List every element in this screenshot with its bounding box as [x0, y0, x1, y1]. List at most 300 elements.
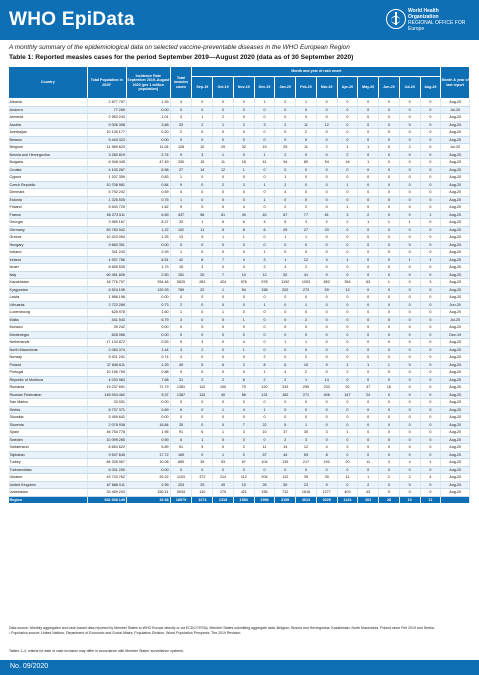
table-cell: Aug-20 [441, 99, 470, 107]
table-row [9, 159, 470, 167]
table-cell: Aug-20 [441, 436, 470, 444]
table-cell: 0 [399, 204, 420, 212]
table-row [9, 279, 470, 287]
table-cell: 61 [316, 211, 337, 219]
table-cell: 0 [316, 436, 337, 444]
table-cell: 2 963 243 [87, 114, 126, 122]
table-cell: 1 [254, 196, 275, 204]
table-cell: 169 [170, 451, 192, 459]
region-total-row [9, 496, 470, 503]
total-cell: 1274 [192, 496, 213, 503]
table-cell: Aug-20 [441, 391, 470, 399]
table-cell: 0 [420, 421, 441, 429]
table-cell: 0 [254, 189, 275, 197]
table-cell: 7 [213, 271, 234, 279]
table-cell: 0 [337, 339, 358, 347]
table-cell: 0 [316, 339, 337, 347]
app-title: WHO EpiData [9, 9, 135, 30]
table-cell: Aug-20 [441, 339, 470, 347]
col-population: Total Population in 2020¹ [87, 67, 126, 99]
country-cell: Iceland [9, 249, 88, 257]
table-cell: Aug-20 [441, 166, 470, 174]
table-cell: 0 [337, 234, 358, 242]
table-cell: 1 [254, 369, 275, 377]
table-cell: 0 [233, 241, 254, 249]
table-cell: 0 [275, 309, 296, 317]
table-cell: 0 [233, 151, 254, 159]
table-row [9, 219, 470, 227]
table-cell: 0.73 [126, 301, 170, 309]
table-cell: 1 [213, 309, 234, 317]
table-cell: 6.58 [126, 166, 170, 174]
table-cell: 0 [316, 301, 337, 309]
col-month: Feb-20 [296, 77, 317, 99]
table-cell: 0 [192, 181, 213, 189]
table-cell: 0 [254, 436, 275, 444]
table-cell: 0 [233, 301, 254, 309]
table-cell: 10 423 054 [87, 234, 126, 242]
table-cell: 204 [254, 474, 275, 482]
table-cell: 0 [337, 294, 358, 302]
table-cell: 0 [420, 286, 441, 294]
table-cell: 60 461 826 [87, 271, 126, 279]
table-cell: 0 [358, 249, 379, 257]
table-cell: 5529 [170, 279, 192, 287]
table-cell: 3 [379, 459, 400, 467]
table-cell: 5 [192, 361, 213, 369]
table-cell: 0 [254, 241, 275, 249]
table-cell: 0 [379, 121, 400, 129]
table-cell: 0 [420, 249, 441, 257]
table-cell: 0 [379, 226, 400, 234]
table-cell: 0 [379, 106, 400, 114]
table-cell: 2 [296, 204, 317, 212]
table-cell: 0 [399, 129, 420, 137]
table-cell: 2 [379, 474, 400, 482]
table-cell: 0 [399, 136, 420, 144]
table-row [9, 256, 470, 264]
table-cell: 22 [254, 421, 275, 429]
table-cell: 1 [337, 361, 358, 369]
table-cell: 12 [296, 444, 317, 452]
table-cell: 0 [358, 196, 379, 204]
table-cell: 2 [296, 264, 317, 272]
col-month: Jun-20 [379, 77, 400, 99]
table-cell: 0.00 [126, 294, 170, 302]
who-logo-text: World Health Organization REGIONAL OFFICE FOR Europe [408, 8, 466, 32]
country-cell: Switzerland [9, 444, 88, 452]
table-cell: 39 242 [87, 324, 126, 332]
table-cell: 1.95 [126, 429, 170, 437]
table-cell: Aug-20 [441, 451, 470, 459]
table-cell: 4 [275, 189, 296, 197]
table-cell: 110 [192, 391, 213, 399]
table-cell: 0 [337, 264, 358, 272]
table-cell: 0 [275, 249, 296, 257]
total-cell: 28 [379, 496, 400, 503]
table-cell: 9.37 [126, 391, 170, 399]
table-cell: 0 [379, 99, 400, 107]
table-cell: 0 [213, 301, 234, 309]
table-cell: 1 [358, 219, 379, 227]
table-cell: 0 [316, 421, 337, 429]
col-last-report: Month & year of last report [441, 67, 470, 99]
table-cell: 4 [170, 189, 192, 197]
table-cell: 30 [316, 474, 337, 482]
table-cell: 0 [379, 444, 400, 452]
table-cell: 41 [254, 159, 275, 167]
table-cell: 0 [420, 219, 441, 227]
table-cell: 0 [254, 136, 275, 144]
table-cell: 9 [192, 234, 213, 242]
table-cell: 1003 [296, 279, 317, 287]
total-cell: 1124 [337, 496, 358, 503]
table-row [9, 286, 470, 294]
table-cell: 3 [170, 114, 192, 122]
table-cell: 0 [296, 346, 317, 354]
table-cell: 0 [213, 174, 234, 182]
table-cell: 37 846 611 [87, 361, 126, 369]
col-month: Dec-19 [254, 77, 275, 99]
table-cell: Aug-20 [441, 294, 470, 302]
table-cell: 0 [254, 114, 275, 122]
country-cell: Turkmenistan [9, 466, 88, 474]
table-cell: 0 [358, 241, 379, 249]
table-cell: 120.93 [126, 286, 170, 294]
table-cell: 52 [275, 271, 296, 279]
table-cell: 1 [213, 234, 234, 242]
table-cell: 0 [170, 466, 192, 474]
country-cell: Kyrgyzstan [9, 286, 88, 294]
table-cell: 3 280 819 [87, 151, 126, 159]
table-cell: 65 273 511 [87, 211, 126, 219]
table-cell: 0 [379, 429, 400, 437]
table-cell: 1 [233, 346, 254, 354]
table-cell: 6.79 [126, 316, 170, 324]
table-cell: 67 [233, 459, 254, 467]
table-cell: 20 [316, 226, 337, 234]
table-cell: 0 [192, 136, 213, 144]
table-cell: 0 [358, 369, 379, 377]
table-cell: 2 877 797 [87, 99, 126, 107]
country-cell: Croatia [9, 166, 88, 174]
table-cell: 0 [296, 114, 317, 122]
country-cell: Greece [9, 234, 88, 242]
table-cell: 0 [358, 256, 379, 264]
table-cell: Aug-20 [441, 136, 470, 144]
country-cell: Denmark [9, 189, 88, 197]
table-cell: 3 [170, 346, 192, 354]
table-cell: 0 [316, 136, 337, 144]
table-cell: 0 [192, 309, 213, 317]
table-cell: 2 [170, 129, 192, 137]
table-cell: 155 [254, 489, 275, 497]
table-cell: 0 [420, 166, 441, 174]
table-cell: Aug-20 [441, 421, 470, 429]
table-cell: 0 [379, 466, 400, 474]
table-cell: 30 [296, 429, 317, 437]
table-cell: 0.74 [126, 354, 170, 362]
table-cell: 18 776 707 [87, 279, 126, 287]
table-cell: 10 196 709 [87, 369, 126, 377]
table-cell: 0 [254, 414, 275, 422]
table-cell: 0.75 [126, 196, 170, 204]
table-cell: 0 [296, 406, 317, 414]
country-cell: North Macedonia [9, 346, 88, 354]
table-cell: 0 [379, 309, 400, 317]
table-cell: 0 [192, 331, 213, 339]
table-cell: 12 [316, 121, 337, 129]
table-cell: 1 [213, 406, 234, 414]
table-cell: 1.60 [126, 309, 170, 317]
table-cell: 0 [233, 174, 254, 182]
table-cell: 49 [213, 481, 234, 489]
table-cell: 0 [358, 136, 379, 144]
col-month: Jan-20 [275, 77, 296, 99]
table-cell: 0 [233, 136, 254, 144]
table-cell: 3 [254, 256, 275, 264]
table-row [9, 136, 470, 144]
table-cell: 0 [420, 174, 441, 182]
table-cell: 26 [254, 481, 275, 489]
table-cell: 9 [316, 271, 337, 279]
table-cell: 0 [399, 151, 420, 159]
table-cell: 59 [316, 286, 337, 294]
table-cell: 0 [275, 414, 296, 422]
table-cell: 4 [170, 354, 192, 362]
table-cell: 0 [233, 466, 254, 474]
table-cell: 1 [337, 256, 358, 264]
table-cell: 0.00 [126, 399, 170, 407]
table-cell: 0 [420, 189, 441, 197]
table-cell: 217 [296, 459, 317, 467]
table-cell: 0 [337, 196, 358, 204]
table-cell: 0 [213, 189, 234, 197]
table-row [9, 339, 470, 347]
table-cell: 8 [316, 451, 337, 459]
table-cell: 1 [170, 249, 192, 257]
table-cell: 233 [316, 384, 337, 392]
table-cell: 0 [296, 136, 317, 144]
table-row [9, 211, 470, 219]
table-cell: 0 [316, 189, 337, 197]
table-cell: 1 [358, 361, 379, 369]
country-cell: Georgia [9, 219, 88, 227]
table-cell: 0 [275, 129, 296, 137]
table-cell: 1 207 359 [87, 174, 126, 182]
country-cell: Germany [9, 226, 88, 234]
table-cell: 0 [379, 354, 400, 362]
table-cell: 0 [420, 346, 441, 354]
table-cell: 275 [213, 489, 234, 497]
table-cell: 56 [192, 211, 213, 219]
table-cell: 0 [254, 166, 275, 174]
table-cell: 0 [316, 174, 337, 182]
table-cell: 0 [254, 339, 275, 347]
table-cell: 1 [192, 219, 213, 227]
table-cell: 16 [337, 159, 358, 167]
table-cell: 0 [399, 226, 420, 234]
table-cell: 0 [213, 204, 234, 212]
table-cell: 3 [254, 121, 275, 129]
table-cell: 40 [254, 211, 275, 219]
table-cell: 0 [170, 414, 192, 422]
table-cell: 712 [275, 489, 296, 497]
table-row [9, 316, 470, 324]
table-cell: Aug-20 [441, 114, 470, 122]
table-cell: 0 [399, 444, 420, 452]
table-cell: 0 [337, 121, 358, 129]
country-cell: Hungary [9, 241, 88, 249]
table-row [9, 346, 470, 354]
table-cell: 14 [192, 166, 213, 174]
table-cell: 2 [337, 151, 358, 159]
table-cell: 0 [358, 346, 379, 354]
table-cell: 4 033 963 [87, 376, 126, 384]
table-row [9, 324, 470, 332]
table-cell: 0 [379, 339, 400, 347]
country-cell: Italy [9, 271, 88, 279]
table-cell: 0 [213, 196, 234, 204]
table-cell: 0 [420, 429, 441, 437]
table-cell: 0 [213, 346, 234, 354]
table-cell: 0 [316, 466, 337, 474]
table-cell: 0 [420, 436, 441, 444]
table-cell: 0 [254, 234, 275, 242]
table-cell: 9 660 351 [87, 241, 126, 249]
table-cell: 0 [233, 196, 254, 204]
table-cell: 0 [420, 301, 441, 309]
table-cell: 2 083 374 [87, 346, 126, 354]
table-cell: 10 099 265 [87, 436, 126, 444]
table-cell: 139 [275, 459, 296, 467]
table-cell: 0 [213, 444, 234, 452]
table-cell: 0 [275, 324, 296, 332]
table-cell: 0 [358, 181, 379, 189]
table-cell: 0 [420, 241, 441, 249]
table-cell: 0 [399, 241, 420, 249]
table-cell: 403 [337, 489, 358, 497]
table-cell: 50 [275, 481, 296, 489]
issue-number: No. 09/2020 [10, 663, 49, 670]
table-row [9, 196, 470, 204]
table-cell: 0 [379, 316, 400, 324]
table-cell: 354 [337, 279, 358, 287]
table-cell: 33 [170, 219, 192, 227]
country-cell: Spain [9, 429, 88, 437]
table-cell: 2.50 [126, 271, 170, 279]
table-cell: 3 [170, 316, 192, 324]
table-cell: 271 [296, 391, 317, 399]
table-cell: 0 [275, 241, 296, 249]
table-cell: 1 [296, 301, 317, 309]
table-cell: 0 [213, 414, 234, 422]
table-row [9, 99, 470, 107]
table-row [9, 174, 470, 182]
table-cell: 0 [275, 406, 296, 414]
table-cell: 0 [213, 399, 234, 407]
table-cell: 39 [192, 459, 213, 467]
table-cell: 1 [213, 451, 234, 459]
table-cell: 437 [170, 211, 192, 219]
table-cell: 202 [275, 286, 296, 294]
header-banner [0, 0, 479, 40]
table-row [9, 144, 470, 152]
table-cell: 24 [358, 391, 379, 399]
table-cell: 9 [170, 204, 192, 212]
table-cell: 0 [420, 144, 441, 152]
table-cell: 0 [337, 136, 358, 144]
table-cell: 2 [213, 181, 234, 189]
table-cell: 0 [379, 136, 400, 144]
table-cell: 1 [254, 301, 275, 309]
country-cell: Uzbekistan [9, 489, 88, 497]
table-cell: 104 [254, 459, 275, 467]
table-row [9, 361, 470, 369]
table-cell: Aug-20 [441, 369, 470, 377]
table-cell: 1.29 [126, 361, 170, 369]
table-cell: 0.84 [126, 181, 170, 189]
table-cell: 2 [358, 211, 379, 219]
table-cell: 0 [399, 481, 420, 489]
table-cell: 0 [358, 301, 379, 309]
table-cell: 25 [275, 144, 296, 152]
table-cell: 8 [192, 256, 213, 264]
table-cell: Aug-20 [441, 151, 470, 159]
table-cell: 625 978 [87, 309, 126, 317]
table-cell: 4 [275, 369, 296, 377]
table-cell: 0 [337, 271, 358, 279]
table-cell: 0 [213, 466, 234, 474]
table-cell: 0 [233, 129, 254, 137]
table-cell: 1 [296, 376, 317, 384]
total-cell: 1318 [213, 496, 234, 503]
table-cell: 57 [254, 451, 275, 459]
table-cell: 0 [337, 99, 358, 107]
table-cell: 1.62 [126, 204, 170, 212]
table-cell: 20 [192, 271, 213, 279]
table-row [9, 376, 470, 384]
table-cell: 0 [170, 331, 192, 339]
country-cell: Romania [9, 384, 88, 392]
table-cell: 0 [379, 324, 400, 332]
table-cell: 13 [170, 234, 192, 242]
table-cell: 0 [233, 294, 254, 302]
table-cell: 120 [254, 384, 275, 392]
table-cell: 0 [192, 301, 213, 309]
table-cell: 0 [254, 174, 275, 182]
table-cell: 1 [170, 174, 192, 182]
table-cell: Aug-20 [441, 444, 470, 452]
table-cell: 7.68 [126, 376, 170, 384]
table-cell: 6 031 200 [87, 466, 126, 474]
table-cell: 1 [420, 459, 441, 467]
table-cell: 11 [192, 226, 213, 234]
table-cell: 6 [275, 219, 296, 227]
table-row [9, 369, 470, 377]
table-cell: 0 [379, 271, 400, 279]
table-cell: Aug-20 [441, 219, 470, 227]
footnotes [9, 626, 474, 635]
table-cell: 0 [358, 129, 379, 137]
table-cell: 0 [399, 384, 420, 392]
table-cell: 8 [254, 361, 275, 369]
total-cell: 932 698 149 [87, 496, 126, 503]
table-cell: Aug-20 [441, 121, 470, 129]
table-cell: 0 [358, 324, 379, 332]
table-cell: 0.00 [126, 466, 170, 474]
table-cell: 10 139 177 [87, 129, 126, 137]
